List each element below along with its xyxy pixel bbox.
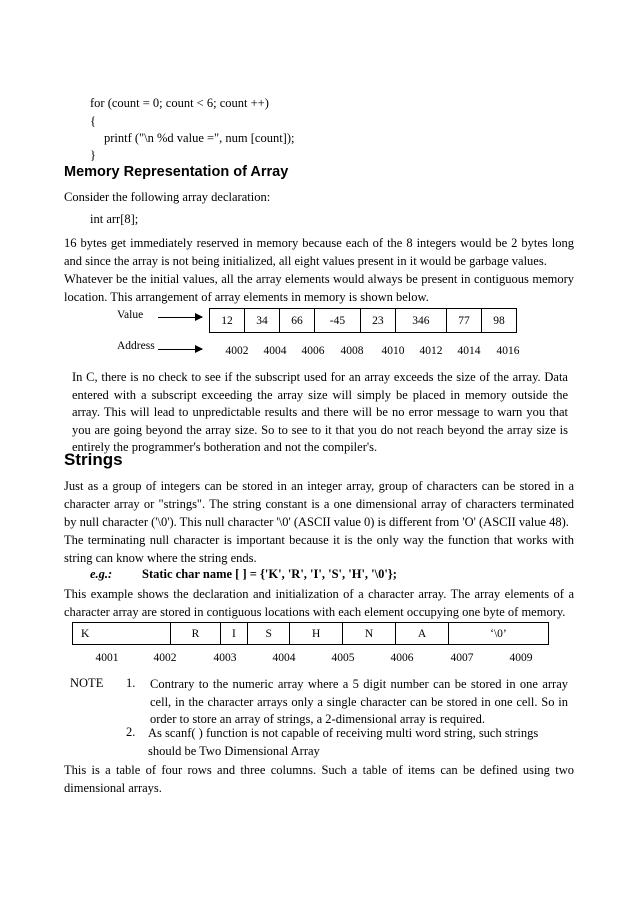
- char-address: 4006: [390, 652, 414, 664]
- note-label: NOTE: [70, 676, 104, 690]
- char-address: 4001: [95, 652, 119, 664]
- example-code: Static char name [ ] = {'K', 'R', 'I', 'S', 'H', '\0'};: [142, 567, 397, 581]
- value-cell: 98: [481, 309, 516, 333]
- address-value: 4004: [263, 345, 287, 357]
- address-value: 4006: [301, 345, 325, 357]
- value-cell: 12: [210, 309, 245, 333]
- char-cell: K: [73, 623, 171, 645]
- address-arrow-icon: [158, 349, 202, 350]
- char-address: 4007: [450, 652, 474, 664]
- address-value: 4014: [457, 345, 481, 357]
- note-number-2: 2.: [126, 725, 136, 739]
- address-value: 4008: [340, 345, 364, 357]
- paragraph-null-terminator: The terminating null character is important because it is the only way the function that works with string can know where the string ends.: [64, 533, 574, 565]
- char-cell: ‘\0’: [448, 623, 548, 645]
- address-label: Address: [117, 340, 155, 352]
- char-cell: S: [248, 623, 290, 645]
- value-arrow-icon: [158, 317, 202, 318]
- address-value: 4012: [419, 345, 443, 357]
- char-array-table: [72, 622, 549, 645]
- value-cell: 34: [245, 309, 280, 333]
- value-cell: 77: [446, 309, 481, 333]
- paragraph-bytes: 16 bytes get immediately reserved in memory because each of the 8 integers would be 2 bytes long and since the array is not being initialized, all eight values present in it would be garbage values.: [64, 236, 574, 268]
- paragraph-char-array: This example shows the declaration and initialization of a character array. The array elements of a character array are stored in contiguous locations with each element occupying one byte of memory.: [64, 587, 574, 619]
- code-line-for: for (count = 0; count < 6; count ++): [90, 96, 269, 110]
- paragraph-strings-intro: Just as a group of integers can be stored in an integer array, group of characters can be stored in a character array or "strings". The string constant is a one dimensional array of characters terminated by null character ('\0'). This null character '\0' (ASCII value 0) is different from 'O' (ASCII value 48).: [64, 479, 574, 529]
- code-line-printf: printf ("\n %d value =", num [count]);: [104, 131, 295, 145]
- paragraph-closing: This is a table of four rows and three columns. Such a table of items can be defined using two dimensional arrays.: [64, 763, 574, 795]
- paragraph-contiguous: Whatever be the initial values, all the array elements would always be present in contiguous memory location. This arrangement of array elements in memory is shown below.: [64, 272, 574, 304]
- address-value: 4010: [381, 345, 405, 357]
- intro-text: Consider the following array declaration:: [64, 190, 271, 204]
- array-declaration: int arr[8];: [90, 212, 139, 226]
- value-label: Value: [117, 309, 144, 321]
- address-value: 4002: [225, 345, 249, 357]
- bounds-check-note: In C, there is no check to see if the subscript used for an array exceeds the size of the array. Data entered with a subscript exceeding the array size will simply be placed in memory outside the array. This will lead to unpredictable results and there will be no error message to warn you that you are going beyond the array size. So to see to it that you do not reach beyond the array size is entirely the programmer's botheration and not the compiler's.: [72, 370, 568, 454]
- char-cell: I: [220, 623, 248, 645]
- note-text-1: Contrary to the numeric array where a 5 digit number can be stored in one array cell, in the character arrays only a single character can be stored in one cell. So in order to store an array of strings, a 2-dimensional array is required.: [150, 677, 568, 726]
- char-address: 4002: [153, 652, 177, 664]
- value-cell: 346: [395, 309, 446, 333]
- char-address: 4009: [509, 652, 533, 664]
- section-heading-strings: Strings: [64, 450, 123, 469]
- char-address: 4004: [272, 652, 296, 664]
- char-cell: H: [290, 623, 343, 645]
- char-cell: R: [171, 623, 220, 645]
- value-cell: 23: [360, 309, 395, 333]
- memory-value-table: [209, 308, 517, 333]
- example-label: e.g.:: [90, 567, 113, 581]
- code-line-open-brace: {: [90, 114, 96, 128]
- section-heading-memory: Memory Representation of Array: [64, 164, 289, 180]
- char-cell: N: [343, 623, 396, 645]
- address-value: 4016: [496, 345, 520, 357]
- value-cell: -45: [315, 309, 361, 333]
- code-line-close-brace: }: [90, 148, 96, 162]
- note-text-2: As scanf( ) function is not capable of receiving multi word string, such strings should be Two Dimensional Array: [148, 726, 539, 758]
- char-address: 4003: [213, 652, 237, 664]
- value-cell: 66: [280, 309, 315, 333]
- note-number-1: 1.: [126, 676, 136, 690]
- char-address: 4005: [331, 652, 355, 664]
- char-cell: A: [396, 623, 449, 645]
